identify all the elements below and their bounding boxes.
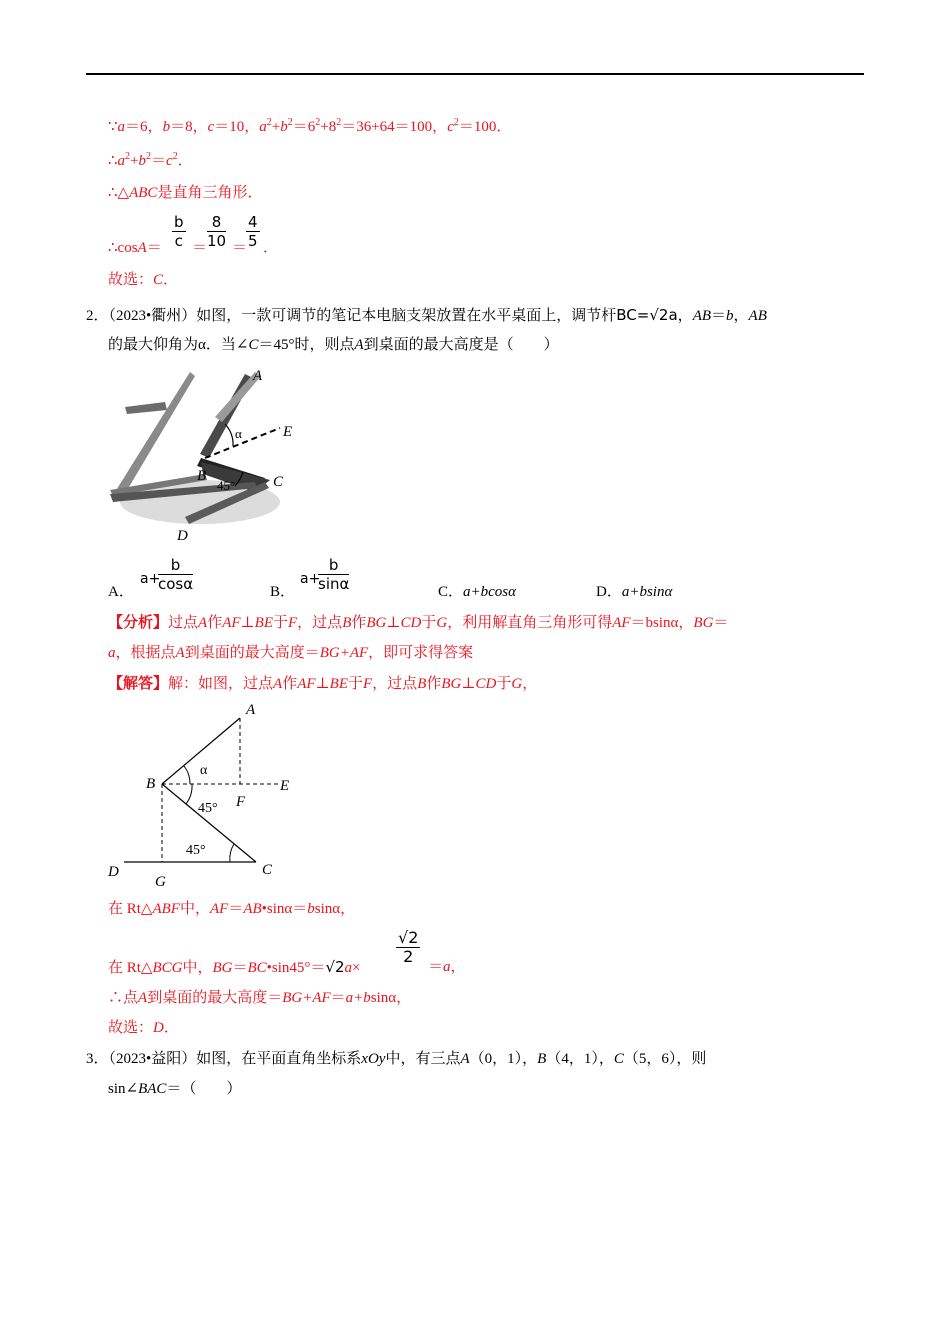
- analysis-line-1: 【分析】过点A作AF⊥BE于F，过点B作BG⊥CD于G，利用解直角三角形可得AF＝bsinα，BG＝: [108, 615, 729, 631]
- header-rule: [86, 73, 864, 75]
- p1-line-4: ∴cosA＝: [108, 240, 162, 256]
- option-b-label: B．: [270, 584, 296, 600]
- photo-label-a: A: [253, 368, 263, 384]
- diag-label-d: D: [108, 864, 119, 880]
- photo-label-45: 45°: [217, 478, 236, 493]
- q3-stem-line-2: sin∠BAC＝（ ）: [108, 1081, 242, 1097]
- fraction-4-over-5: $\frac{4}{5}$: [248, 213, 258, 250]
- option-a-fraction: $\frac{b}{\cos\alpha}$: [158, 556, 194, 593]
- photo-label-c: C: [273, 474, 284, 490]
- diag-label-alpha: α: [200, 763, 208, 778]
- p1-line-3: ∴△ABC是直角三角形．: [108, 185, 263, 201]
- p1-eq-sign-2: ＝: [232, 240, 248, 256]
- option-d: D．a+bsinα: [596, 584, 673, 600]
- diag-label-f: F: [236, 794, 246, 810]
- fraction-sqrt2-over-2: $\frac{√2}{2}$: [398, 928, 419, 966]
- fraction-8-over-10: $\frac{8}{10}$: [207, 213, 227, 250]
- diag-label-b: B: [146, 776, 156, 792]
- photo-label-e: E: [283, 424, 293, 440]
- p1-answer: 故选：C．: [108, 272, 179, 288]
- laptop-stand-photo: [105, 362, 305, 547]
- option-a-label: A．: [108, 584, 134, 600]
- q2-stem-line-2: 的最大仰角为α．当∠C＝45°时，则点A到桌面的最大高度是（ ）: [108, 337, 559, 353]
- option-a-expr: a+: [140, 571, 161, 587]
- p1-line-2: $\therefore a^2+b^2=c^2$．: [108, 151, 193, 169]
- solution-step-1: 在 Rt△ABF中，AF＝AB•sinα＝bsinα，: [108, 901, 356, 917]
- p1-line-1: ∵a＝6，b＝8，c＝10，$a^2+b^2=6^2+8^2=36+64=100$，$c^2=100$．: [108, 117, 512, 135]
- geometry-diagram: [100, 700, 300, 895]
- diag-label-g: G: [155, 874, 166, 890]
- photo-label-b: B: [197, 468, 207, 484]
- solution-step-2: 在 Rt△BCG中，BG＝BC•sin45°＝√2a×: [108, 958, 361, 976]
- p1-eq-sign-1: ＝: [192, 240, 208, 256]
- analysis-line-2: a，根据点A到桌面的最大高度＝BG+AF，即可求得答案: [108, 645, 474, 661]
- diag-label-e: E: [280, 778, 290, 794]
- diag-label-45-top: 45°: [198, 801, 218, 816]
- option-b-expr: a+: [300, 571, 321, 587]
- option-b-fraction: $\frac{b}{\sin\alpha}$: [318, 556, 350, 593]
- solution-step-3: ∴点A到桌面的最大高度＝BG+AF＝a+bsinα，: [108, 990, 412, 1006]
- photo-label-d: D: [177, 528, 188, 544]
- solution-line-1: 【解答】解：如图，过点A作AF⊥BE于F，过点B作BG⊥CD于G，: [108, 676, 538, 692]
- solution-step-2-end: ＝a，: [428, 959, 466, 975]
- diag-label-45-bottom: 45°: [186, 843, 206, 858]
- diag-label-a: A: [246, 702, 256, 718]
- solution-answer: 故选：D．: [108, 1020, 179, 1036]
- fraction-b-over-c: $\frac{b}{c}$: [174, 213, 184, 250]
- photo-label-alpha: α: [235, 426, 242, 441]
- diag-label-c: C: [262, 862, 273, 878]
- p1-period: ．: [263, 240, 279, 256]
- q3-stem-line-1: 3．（2023•益阳）如图，在平面直角坐标系xOy中，有三点A（0，1），B（4，1），C（5，6），则: [86, 1051, 707, 1067]
- option-c: C．a+bcosα: [438, 584, 517, 600]
- q2-stem-line-1: 2．（2023•衢州）如图，一款可调节的笔记本电脑支架放置在水平桌面上，调节杆BC=√2a，AB＝b，AB: [86, 306, 767, 324]
